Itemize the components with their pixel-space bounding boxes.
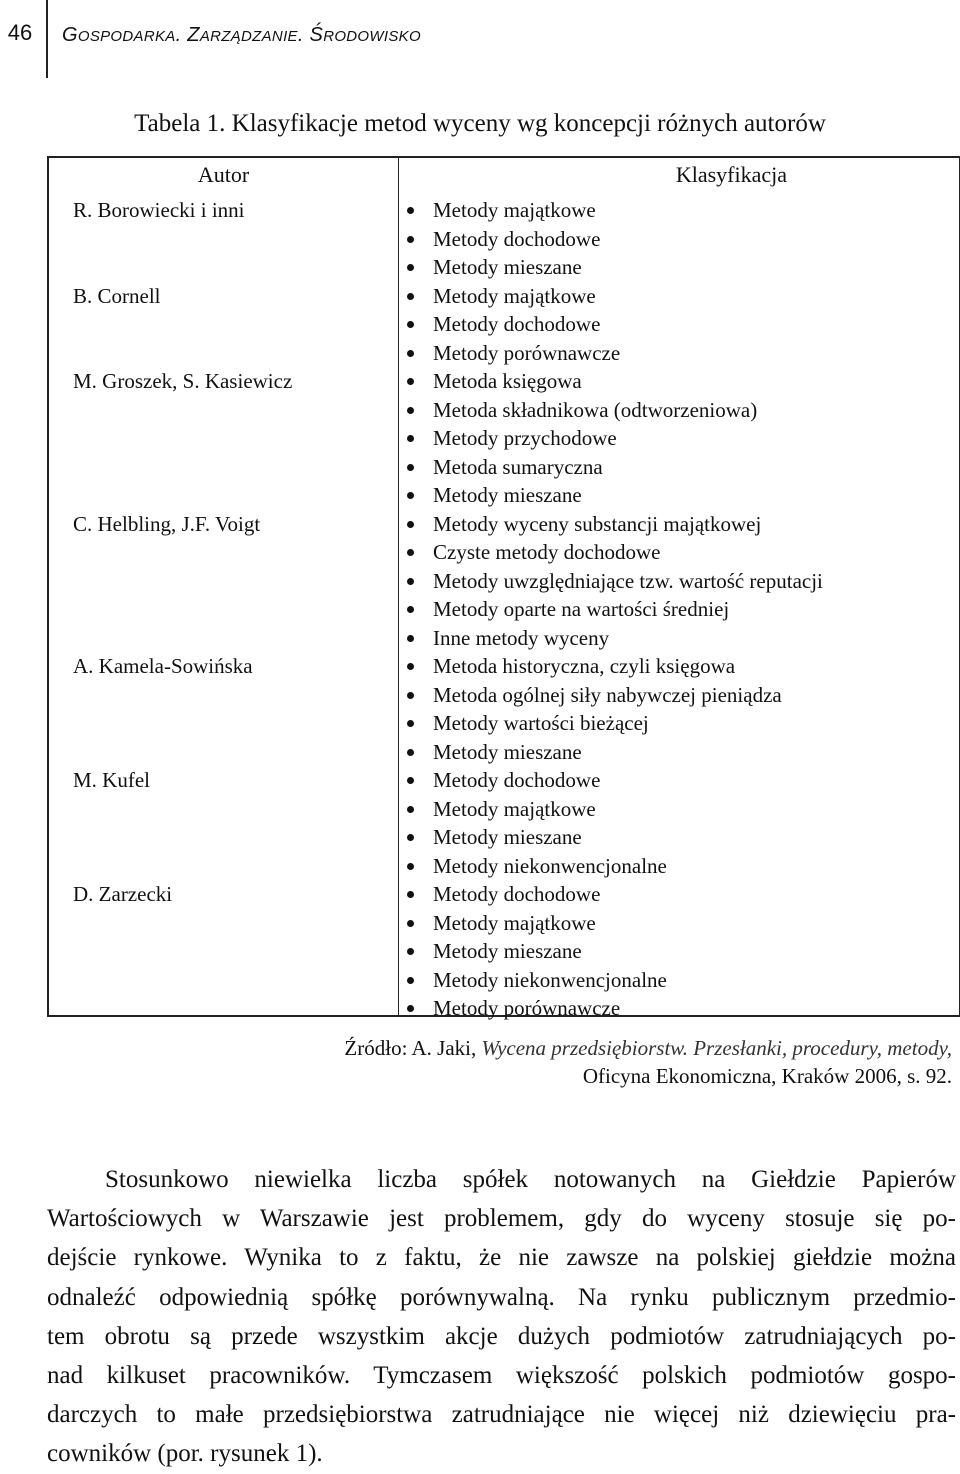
running-head-initial: . Ś [297, 24, 324, 46]
source-title: Wycena przedsiębiorstw. Przesłanki, procedury, metody, [481, 1036, 952, 1060]
body-line: cowników (por. rysunek 1). [47, 1440, 323, 1468]
author-cell: C. Helbling, J.F. Voigt [73, 511, 261, 536]
author-cell: R. Borowiecki i inni [73, 198, 245, 222]
source-note [272, 1034, 952, 1090]
classification-item: Metoda składnikowa (odtworzeniowa) [407, 396, 757, 425]
classification-item: Metody dochodowe [407, 225, 600, 254]
classification-item: Metody wartości bieżącej [407, 709, 782, 738]
classification-item: Metody porównawcze [407, 339, 620, 368]
classification-item: Metoda ogólnej siły nabywczej pieniądza [407, 681, 782, 710]
classification-list [49, 196, 600, 282]
source-line-1 [272, 1034, 952, 1062]
classification-item: Metody wyceny substancji majątkowej [407, 510, 823, 539]
classification-item: Inne metody wyceny [407, 624, 823, 653]
running-head-word: OSPODARKA [77, 28, 176, 45]
classification-item: Metoda księgowa [407, 367, 757, 396]
table-title: Tabela 1. Klasyfikacje metod wyceny wg koncepcji różnych autorów [134, 110, 826, 137]
running-head [62, 24, 421, 47]
table-row [49, 510, 959, 653]
classification-list [49, 766, 667, 880]
classification-item: Metody niekonwencjonalne [407, 852, 667, 881]
source-line-2: Oficyna Ekonomiczna, Kraków 2006, s. 92. [582, 1064, 952, 1088]
body-line: Wartościowych w Warszawie jest problemem, gdy do wyceny stosuje się po- [47, 1205, 956, 1233]
table-body [49, 196, 959, 1023]
classification-item: Metody dochodowe [407, 766, 667, 795]
running-head-word: RODOWISKO [323, 28, 421, 45]
table-row [49, 367, 959, 510]
body-line: odnaleźć odpowiednią spółkę porównywalną. Na rynku publicznym przedmio- [47, 1283, 956, 1311]
classification-item: Metody majątkowe [407, 282, 620, 311]
classification-list [49, 282, 620, 368]
classification-item: Metody mieszane [407, 481, 757, 510]
author-cell: A. Kamela-Sowińska [73, 654, 253, 678]
classification-item: Metoda historyczna, czyli księgowa [407, 652, 782, 681]
body-line: tem obrotu są przede wszystkim akcje dużych podmiotów zatrudniających po- [47, 1322, 956, 1350]
classification-item: Metody majątkowe [407, 795, 667, 824]
classification-item: Metody dochodowe [407, 880, 667, 909]
body-line: nad kilkuset pracowników. Tymczasem większość polskich podmiotów gospo- [47, 1362, 956, 1390]
author-cell: B. Cornell [73, 283, 161, 308]
classification-item: Metody mieszane [407, 823, 667, 852]
classification-item: Metody mieszane [407, 738, 782, 767]
classification-item: Metody przychodowe [407, 424, 757, 453]
classification-item: Czyste metody dochodowe [407, 538, 823, 567]
author-cell: M. Kufel [73, 768, 150, 792]
table-row [49, 766, 959, 880]
classification-item: Metody uwzględniające tzw. wartość reputacji [407, 567, 823, 596]
body-line: darczych to małe przedsiębiorstwa zatrudniające nie więcej niż dziewięciu pra- [47, 1401, 956, 1429]
author-cell: M. Groszek, S. Kasiewicz [73, 369, 293, 393]
classification-list [49, 880, 667, 1023]
running-head-initial: G [62, 24, 78, 46]
table-row [49, 652, 959, 766]
classification-item: Metody majątkowe [407, 196, 600, 225]
classification-item: Metody niekonwencjonalne [407, 966, 667, 995]
classification-list [49, 367, 757, 510]
header-divider [46, 0, 48, 78]
author-cell: D. Zarzecki [73, 882, 173, 906]
body-line: dejście rynkowe. Wynika to z faktu, że nie zawsze na polskiej giełdzie można [47, 1244, 956, 1272]
body-paragraph [47, 1160, 956, 1474]
table-row [49, 282, 959, 368]
column-header-author: Autor [197, 162, 250, 187]
body-line: Stosunkowo niewielka liczba spółek notowanych na Giełdzie Papierów [105, 1166, 956, 1193]
classification-list [49, 652, 782, 766]
classification-item: Metoda sumaryczna [407, 453, 757, 482]
running-head-word: ARZĄDZANIE [199, 28, 298, 45]
classification-item: Metody dochodowe [407, 310, 620, 339]
classification-item: Metody majątkowe [407, 909, 667, 938]
classification-item: Metody oparte na wartości średniej [407, 595, 823, 624]
running-head-initial: . Z [175, 24, 200, 46]
page-number: 46 [7, 20, 33, 45]
source-prefix: Źródło: A. Jaki, [344, 1036, 482, 1060]
classification-list [49, 510, 823, 653]
classification-item: Metody porównawcze [407, 994, 667, 1023]
classification-item: Metody mieszane [407, 937, 667, 966]
table-row [49, 880, 959, 1023]
classification-table [47, 156, 960, 1020]
table-row [49, 196, 959, 282]
column-header-classification: Klasyfikacja [675, 162, 787, 187]
classification-item: Metody mieszane [407, 253, 600, 282]
